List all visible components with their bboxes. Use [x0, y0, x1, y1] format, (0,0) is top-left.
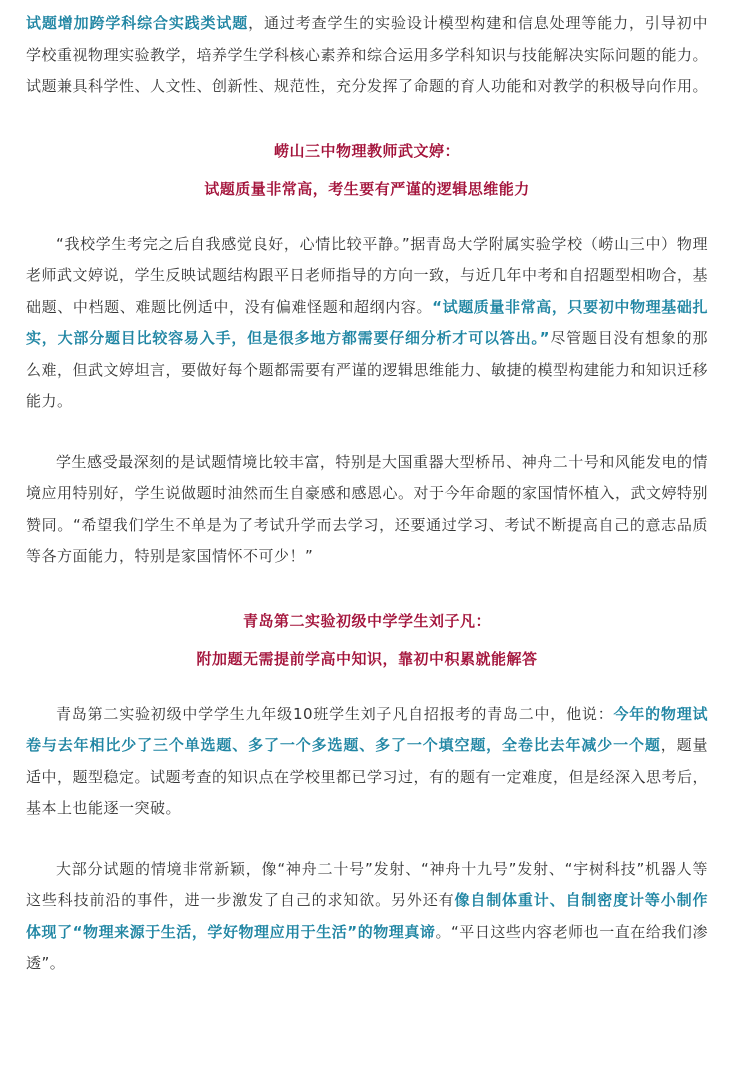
- section2-heading-line2: 附加题无需提前学高中知识，靠初中积累就能解答: [196, 649, 538, 668]
- section2-heading-line1: 青岛第二实验初级中学学生刘子凡：: [242, 611, 491, 630]
- section2-p2-text-a: 大部分试题的情境非常新颖，像“神舟二十号”发射、“神舟十九号”发射、“宇树科技”机器人等这些科技前沿的事件，进一步激发了自己的求知欲。另外还有: [26, 859, 708, 909]
- section2-paragraph-2: [26, 854, 708, 980]
- section1-p1-text-b: 尽管题目没有想象的那么难，但武文婷坦言，要做好每个题都需要有严谨的逻辑思维能力、敏捷的模型构建能力和知识迁移能力。: [26, 329, 709, 410]
- section2-p1-text-a: 青岛第二实验初级中学学生九年级10班学生刘子凡自招报考的青岛二中，他说：: [56, 704, 614, 723]
- section2-p2-highlight: 像自制体重计、自制密度计等小制作体现了“物理来源于生活，学好物理应用于生活”的物理真谛: [26, 891, 708, 941]
- section1-paragraph-1: [26, 229, 708, 418]
- section2-paragraph-1: [26, 699, 708, 825]
- section1-paragraph-2: 学生感受最深刻的是试题情境比较丰富，特别是大国重器大型桥吊、神舟二十号和风能发电的情境应用特别好，学生说做题时油然而生自豪感和感恩心。对于今年命题的家国情怀植入，武文婷特别赞同。“希望我们学生不单是为了考试升学而去学习，还要通过学习、考试不断提高自己的意志品质等各方面能力，特别是家国情怀不可少！”: [26, 452, 709, 565]
- intro-highlight: 试题增加跨学科综合实践类试题: [26, 14, 249, 32]
- section1-p1-text-a: “我校学生考完之后自我感觉良好，心情比较平静。”据青岛大学附属实验学校（崂山三中）物理老师武文婷说，学生反映试题结构跟平日老师指导的方向一致，与近几年中考和自招题型相吻合，基础题、中档题、难题比例适中，没有偏难怪题和超纲内容。: [26, 234, 709, 316]
- section1-heading-line1: 崂山三中物理教师武文婷：: [273, 141, 460, 160]
- section2-p1-highlight: 今年的物理试卷与去年相比少了三个单选题、多了一个多选题、多了一个填空题，全卷比去年减少一个题: [26, 704, 708, 754]
- intro-text: ，通过考查学生的实验设计模型构建和信息处理等能力，引导初中学校重视物理实验教学，培养学生学科核心素养和综合运用多学科知识与技能解决实际问题的能力。试题兼具科学性、人文性、创新性、规范性，充分发挥了命题的育人功能和对教学的积极导向作用。: [26, 14, 709, 95]
- section2-p1-text-b: ，题量适中，题型稳定。试题考查的知识点在学校里都已学习过，有的题有一定难度，但是经深入思考后，基本上也能逐一突破。: [26, 736, 709, 817]
- section1-heading-line2: 试题质量非常高，考生要有严谨的逻辑思维能力: [204, 179, 530, 198]
- section1-p1-highlight: “试题质量非常高，只要初中物理基础扎实，大部分题目比较容易入手，但是很多地方都需要仔细分析才可以答出。”: [26, 297, 708, 347]
- intro-paragraph: [26, 8, 708, 103]
- section2-p2-text-b: 。“平日这些内容老师也一直在给我们渗透”。: [26, 922, 708, 972]
- article-body: [26, 8, 708, 980]
